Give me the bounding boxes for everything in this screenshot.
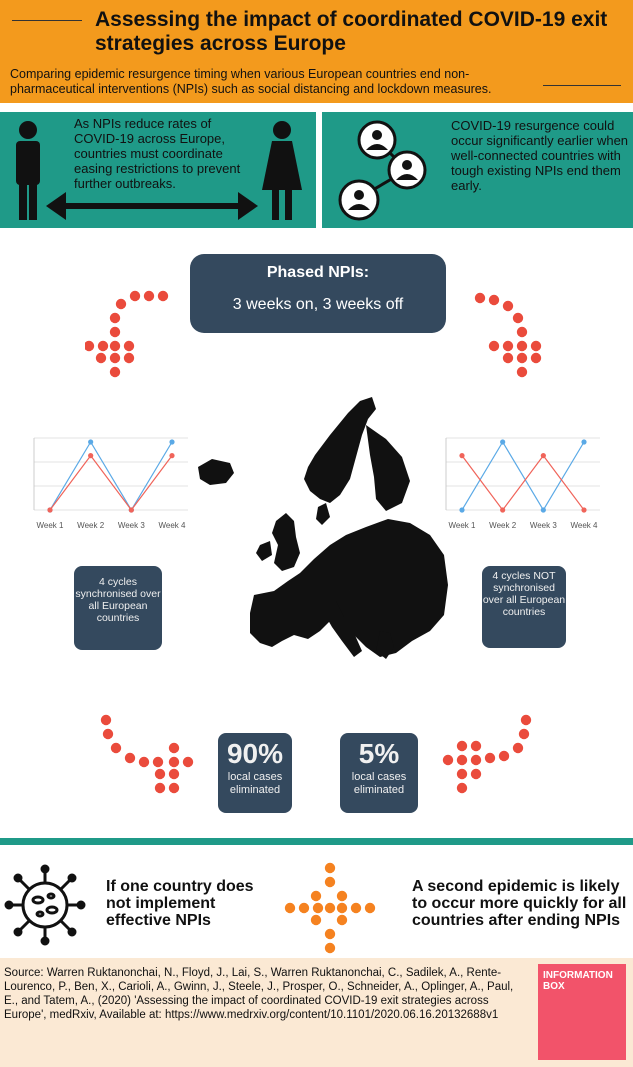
stat-box-90 bbox=[218, 733, 292, 813]
phased-subtitle: 3 weeks on, 3 weeks off bbox=[232, 296, 404, 313]
data-point bbox=[88, 453, 93, 458]
not-synchronised-box: 4 cycles NOT synchronised over all European countries bbox=[482, 566, 566, 648]
arrow-dot bbox=[457, 783, 467, 793]
arrow-dot bbox=[96, 353, 106, 363]
page-subtitle: Comparing epidemic resurgence timing when various European countries end non-pharmaceutical interventions (NPIs) such as social distancing and lockdown measures. bbox=[10, 67, 492, 96]
arrow-dot bbox=[503, 301, 513, 311]
information-box-logo: INFORMATION BOX bbox=[538, 964, 626, 1060]
arrow-dot bbox=[337, 891, 347, 901]
arrow-dot bbox=[139, 757, 149, 767]
arrow-dot bbox=[457, 755, 467, 765]
data-point bbox=[581, 507, 586, 512]
arrow-dot bbox=[155, 769, 165, 779]
arrow-dot bbox=[169, 769, 179, 779]
tick-label: Week 3 bbox=[117, 521, 145, 530]
arrow-dot bbox=[337, 915, 347, 925]
arrow-dot bbox=[183, 757, 193, 767]
arrow-dot bbox=[311, 915, 321, 925]
arrow-dot bbox=[351, 903, 361, 913]
intro-right-text: COVID-19 resurgence could occur significantly earlier when well-connected countries with tough existing NPIs end them early. bbox=[451, 118, 629, 193]
bottom-left-text: If one country does not implement effective NPIs bbox=[106, 878, 254, 929]
arrow-dot bbox=[503, 353, 513, 363]
arrow-dot bbox=[110, 313, 120, 323]
dot-arrow-red-bottom-left bbox=[100, 712, 195, 802]
arrow-dot bbox=[365, 903, 375, 913]
data-point bbox=[169, 453, 174, 458]
arrow-dot bbox=[471, 769, 481, 779]
arrow-dot bbox=[101, 715, 111, 725]
tick-label: Week 4 bbox=[158, 521, 186, 530]
arrow-dot bbox=[311, 891, 321, 901]
stat-value: 5% bbox=[358, 738, 400, 769]
arrow-dot bbox=[125, 753, 135, 763]
arrow-dot bbox=[489, 341, 499, 351]
data-point bbox=[88, 439, 93, 444]
arrow-dot bbox=[110, 341, 120, 351]
arrow-dot bbox=[485, 753, 495, 763]
arrow-dot bbox=[110, 367, 120, 377]
line-chart-not-synchronised bbox=[440, 430, 610, 538]
arrow-dot bbox=[124, 353, 134, 363]
arrow-dot bbox=[443, 755, 453, 765]
data-point bbox=[541, 507, 546, 512]
tick-label: Week 3 bbox=[529, 521, 557, 530]
arrow-dot bbox=[517, 327, 527, 337]
data-point bbox=[129, 507, 134, 512]
series-line bbox=[462, 442, 584, 510]
phased-npis-box bbox=[190, 254, 446, 333]
data-point bbox=[500, 439, 505, 444]
header-rule-right bbox=[543, 85, 621, 86]
arrow-dot bbox=[155, 783, 165, 793]
series-line bbox=[50, 442, 172, 510]
arrow-dot bbox=[325, 903, 335, 913]
series-line bbox=[50, 456, 172, 510]
arrow-dot bbox=[144, 291, 154, 301]
arrow-dot bbox=[337, 903, 347, 913]
tick-label: Week 1 bbox=[448, 521, 476, 530]
arrow-dot bbox=[85, 341, 94, 351]
arrow-dot bbox=[110, 327, 120, 337]
arrow-dot bbox=[111, 743, 121, 753]
arrow-dot bbox=[158, 291, 168, 301]
arrow-dot bbox=[285, 903, 295, 913]
arrow-dot bbox=[519, 729, 529, 739]
arrow-dot bbox=[457, 769, 467, 779]
series-line bbox=[462, 456, 584, 510]
data-point bbox=[47, 507, 52, 512]
virus-icon bbox=[4, 864, 86, 946]
arrow-dot bbox=[471, 741, 481, 751]
tick-label: Week 1 bbox=[36, 521, 64, 530]
arrow-dot bbox=[531, 353, 541, 363]
synchronised-box: 4 cycles synchronised over all European countries bbox=[74, 566, 162, 650]
data-point bbox=[500, 507, 505, 512]
arrow-dot bbox=[116, 299, 126, 309]
bottom-right-text: A second epidemic is likely to occur more quickly for all countries after ending NPIs bbox=[412, 878, 627, 929]
arrow-dot bbox=[499, 751, 509, 761]
data-point bbox=[459, 453, 464, 458]
arrow-dot bbox=[513, 313, 523, 323]
arrow-dot bbox=[153, 757, 163, 767]
arrow-dot bbox=[489, 295, 499, 305]
data-point bbox=[581, 439, 586, 444]
europe-map bbox=[190, 395, 450, 670]
arrow-dot bbox=[130, 291, 140, 301]
stat-label: local cases eliminated bbox=[351, 771, 407, 796]
page-title: Assessing the impact of coordinated COVID-19 exit strategies across Europe bbox=[95, 8, 608, 55]
arrow-dot bbox=[471, 755, 481, 765]
tick-label: Week 4 bbox=[570, 521, 598, 530]
data-point bbox=[169, 439, 174, 444]
arrow-dot bbox=[325, 863, 335, 873]
arrow-dot bbox=[169, 743, 179, 753]
arrow-dot bbox=[521, 715, 531, 725]
dot-arrow-red-top-right bbox=[470, 290, 560, 385]
arrow-dot bbox=[325, 929, 335, 939]
arrow-dot bbox=[513, 743, 523, 753]
intro-left-text: As NPIs reduce rates of COVID-19 across Europe, countries must coordinate easing restrictions to prevent further outbreaks. bbox=[74, 116, 241, 191]
stat-label: local cases eliminated bbox=[227, 771, 283, 796]
data-point bbox=[541, 453, 546, 458]
dot-arrow-red-top-left bbox=[85, 290, 175, 385]
arrow-dot bbox=[531, 341, 541, 351]
data-point bbox=[459, 507, 464, 512]
source-citation: Source: Warren Ruktanonchai, N., Floyd, J., Lai, S., Warren Ruktanonchai, C., Sadilek, A., Rente-Lourenco, P., Ben, X., Carioli, A., Gwinn, J., Steele, J., Prosper, O., Schneider, A., Oplinger, A., Paul, E., and Tatem, A., (2020) 'Assessing the impact of coordinated COVID-19 exit strategies across Europe', medRxiv, Available at: https://www.medrxiv.org/content/10.1101/2020.06.16.20132688v1 bbox=[4, 967, 514, 1021]
dot-arrow-orange bbox=[284, 862, 376, 954]
arrow-dot bbox=[457, 741, 467, 751]
stat-value: 90% bbox=[226, 738, 284, 769]
arrow-dot bbox=[124, 341, 134, 351]
arrow-dot bbox=[299, 903, 309, 913]
network-icon bbox=[335, 118, 430, 224]
arrow-dot bbox=[313, 903, 323, 913]
arrow-dot bbox=[325, 943, 335, 953]
arrow-dot bbox=[110, 353, 120, 363]
arrow-dot bbox=[517, 367, 527, 377]
arrow-dot bbox=[98, 341, 108, 351]
arrow-dot bbox=[475, 293, 485, 303]
phased-title: Phased NPIs: bbox=[266, 264, 370, 281]
arrow-dot bbox=[503, 341, 513, 351]
tick-label: Week 2 bbox=[77, 521, 105, 530]
arrow-dot bbox=[517, 341, 527, 351]
arrow-dot bbox=[517, 353, 527, 363]
arrow-dot bbox=[325, 877, 335, 887]
arrow-dot bbox=[169, 783, 179, 793]
tick-label: Week 2 bbox=[489, 521, 517, 530]
stat-box-5 bbox=[340, 733, 418, 813]
arrow-dot bbox=[169, 757, 179, 767]
arrow-dot bbox=[103, 729, 113, 739]
header-rule-left bbox=[12, 20, 82, 21]
line-chart-synchronised bbox=[28, 430, 198, 538]
dot-arrow-red-bottom-right bbox=[442, 712, 537, 802]
section-divider bbox=[0, 838, 633, 845]
